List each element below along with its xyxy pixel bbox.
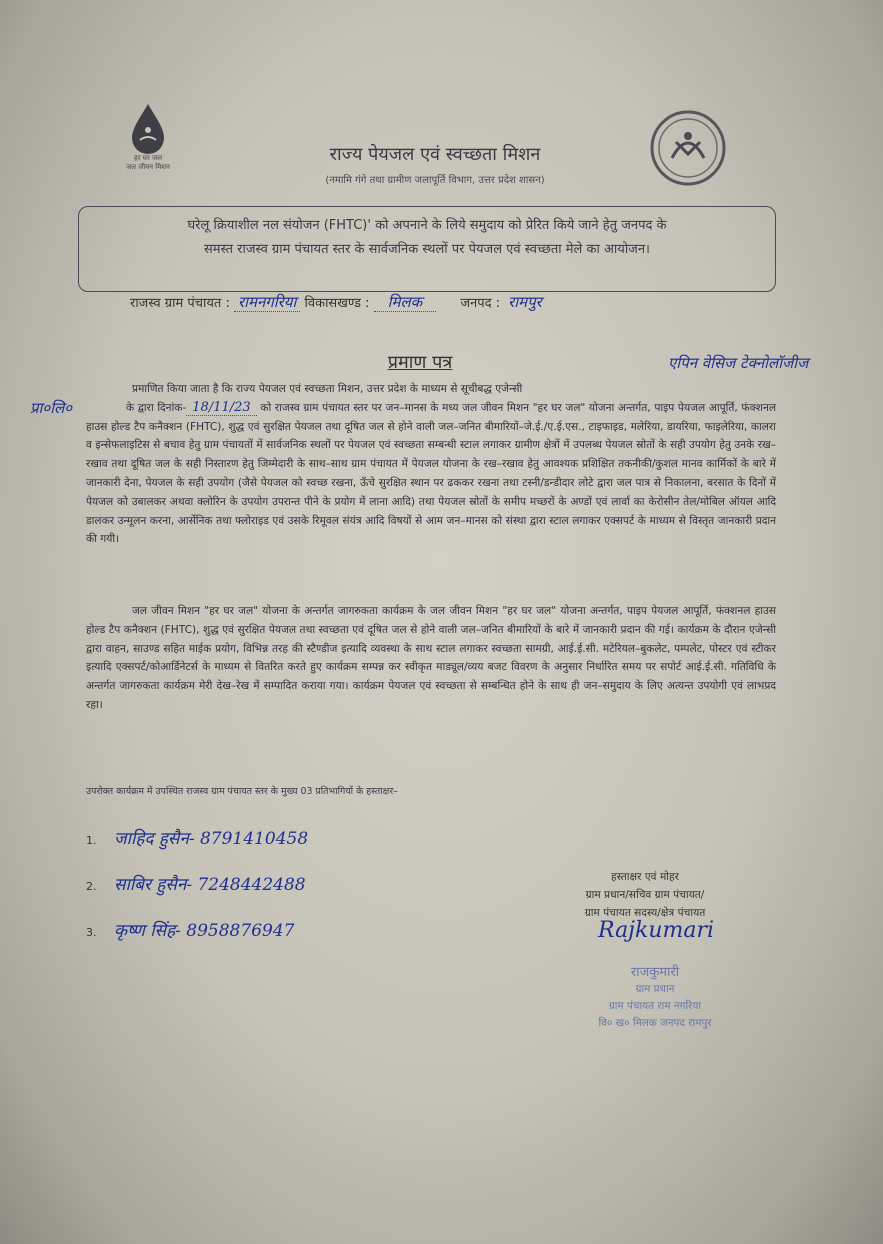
signatory-line-1: हस्ताक्षर एवं मोहर bbox=[611, 871, 679, 883]
signatory-line-3: ग्राम पंचायत सदस्य/क्षेत्र पंचायत bbox=[584, 907, 706, 919]
p1-part-c: को राजस्व ग्राम पंचायत स्तर पर जन–मानस के मध्य जल जीवन मिशन "हर घर जल" योजना अन्तर्गत, पाइप पेयजल आपूर्ति, फंक्शनल हाउस होल्ड टैप कनैक्शन (FHTC), शुद्ध एवं सुरक्षित पेयजल तथा दूषित जल से होने वाली जल–जनित बीमारियों–जे.ई./ए.ई.एस., टाइफाइड, मलेरिया, डायरिया, फाइलेरिया, कालरा व इन्सेफलाइटिस से बचाव हेतु ग्राम पंचायतों में सार्वजनिक स्थलों पर पेयजल एवं स्वच्छता सम्बन्धी स्टाल लगाकर ग्रामीण क्षेत्रों में उपलब्ध पेयजल स्रोतों के सही उपयोग हेतु उनके रख–रखाव तथा दूषित जल के सही निस्तारण हेतु जिम्मेदारी के साथ–साथ ग्राम पंचायत में पेयजल योजना के रख–रखाव हेतु आवश्यक प्रशिक्षित तकनीकी/कुशल मानव कार्मिकों के बारे में जानकारी देना, पेयजल के सही उपयोग (जैसे पेयजल को स्वच्छ रखना, ऊँचे सुरक्षित स्थान पर ढककर रखना तथा टस्नी/डन्डीदार लोटे द्वारा जल पात्र से निकालना, बरसात के दिनों में पेयजल को उबालकर अथवा क्लोरिन के उपयोग उपरान्त पीने के प्रयोग में लाना आदि) तथा पेयजल स्रोतों के समीप मच्छरों के अण्डों एवं लार्वा का केरोसीन तेल/मोबिल ऑयल आदि डालकर उन्मूलन करना, आर्सेनिक तथा फ्लोराइड एवं उसके रिमूवल संयंत्र आदि विषयों से आम जन–मानस को संस्था द्वारा स्टाल लगाकर एक्सपर्ट के माध्यम से विस्तृत जानकारी प्रदान की गयी। bbox=[86, 401, 777, 546]
stamp-designation: ग्राम प्रधान bbox=[635, 983, 675, 995]
district-value: रामपुर bbox=[508, 293, 542, 311]
certificate-title: प्रमाण पत्र bbox=[387, 352, 453, 373]
left-margin-handwritten: प्रा०लि० bbox=[30, 399, 73, 417]
banner-line-2: समस्त राजस्व ग्राम पंचायत स्तर के सार्वजनिक स्थलों पर पेयजल एवं स्वच्छता मेले का आयोजन। bbox=[204, 242, 650, 257]
block-value: मिलक bbox=[374, 293, 437, 312]
district-label: जनपद : bbox=[460, 296, 500, 311]
participant-number: 3. bbox=[86, 926, 97, 939]
agency-name-handwritten: एपिन वेसिज टेक्नोलॉजीज bbox=[668, 354, 809, 372]
stamp-block-district: वि० ख० मिलक जनपद रामपुर bbox=[598, 1017, 712, 1029]
participant-number: 1. bbox=[86, 834, 97, 847]
participants-intro: उपरोक्त कार्यक्रम में उपस्थित राजस्व ग्राम पंचायत स्तर के मुख्य 03 प्रतिभागियों के हस्ताक्षर– bbox=[86, 786, 398, 797]
signatory-line-2: ग्राम प्रधान/सचिव ग्राम पंचायत/ bbox=[585, 889, 705, 901]
participant-signature: कृष्ण सिंह- 8958876947 bbox=[114, 921, 295, 941]
certificate-paragraph-1 bbox=[86, 380, 776, 549]
pradhan-signature: Rajkumari bbox=[598, 918, 715, 943]
participant-row-1 bbox=[86, 826, 308, 849]
up-government-emblem bbox=[642, 108, 734, 188]
page-subtitle: (नमामि गंगे तथा ग्रामीण जलापूर्ति विभाग, उत्तर प्रदेश शासन) bbox=[325, 175, 545, 186]
pradhan-stamp bbox=[560, 964, 750, 1032]
logo-text: हर घर जल bbox=[134, 154, 162, 162]
banner-line-1: घरेलू क्रियाशील नल संयोजन (FHTC)' को अपनाने के लिये समुदाय को प्रेरित किये जाने हेतु जनपद के bbox=[187, 218, 667, 233]
participant-row-3 bbox=[86, 918, 294, 941]
participant-number: 2. bbox=[86, 880, 97, 893]
panchayat-value: रामनगरिया bbox=[234, 293, 300, 312]
stamp-panchayat: ग्राम पंचायत राम नगरिया bbox=[608, 1000, 702, 1012]
page-title: राज्य पेयजल एवं स्वच्छता मिशन bbox=[329, 144, 541, 165]
event-banner-text bbox=[96, 214, 758, 262]
participant-signature: साबिर हुसैन- 7248442488 bbox=[114, 875, 306, 895]
event-date-handwritten: 18/11/23 bbox=[186, 400, 256, 416]
panchayat-label: राजस्व ग्राम पंचायत : bbox=[130, 296, 230, 311]
jal-jeevan-mission-logo bbox=[118, 100, 178, 180]
participant-signature: जाहिद हुसैन- 8791410458 bbox=[114, 829, 309, 849]
location-fields bbox=[130, 292, 750, 312]
certificate-paragraph-2: जल जीवन मिशन "हर घर जल" योजना के अन्तर्गत जागरुकता कार्यक्रम के जल जीवन मिशन "हर घर जल" योजना अन्तर्गत, पाइप पेयजल आपूर्ति, फंक्शनल हाउस होल्ड टैप कनैक्शन (FHTC), शुद्ध एवं सुरक्षित पेयजल तथा स्वच्छता एवं दूषित जल से होने वाली जल–जनित बीमारियों के बारे में जानकारी प्रदान की गई। कार्यक्रम के दौरान एजेन्सी द्वारा वाहन, साउण्ड सहित माईक प्रयोग, विभिन्न तरह की स्टैण्डीज इत्यादि व्यवस्था के साथ स्टाल लगाकर स्वच्छता सामग्री, आई.ई.सी. मटेरियल–बुकलेट, पम्पलेट, पोस्टर एवं स्टीकर इत्यादि एक्सपर्ट/कोआर्डिनेटर्स के माध्यम से वितरित करते हुए कार्यक्रम सम्पन्न कर स्वीकृत माड्यूल/व्यय बजट विवरण के अनुसार निर्धारित समय पर सपोर्ट आई.ई.सी. गतिविधि के अन्तर्गत जागरुकता कार्यक्रम मेरी देख–रेख में सम्पादित कराया गया। कार्यक्रम पेयजल एवं स्वच्छता से सम्बन्धित होने के साथ ही जन–समुदाय के लिए अत्यन्त उपयोगी एवं लाभप्रद रहा। bbox=[86, 605, 776, 711]
stamp-name: राजकुमारी bbox=[630, 965, 680, 980]
block-label: विकासखण्ड : bbox=[304, 296, 370, 311]
participant-row-2 bbox=[86, 872, 306, 895]
logo-subtext: जल जीवन मिशन bbox=[126, 163, 170, 171]
signatory-block bbox=[540, 868, 750, 922]
p1-part-a: प्रमाणित किया जाता है कि राज्य पेयजल एवं स्वच्छता मिशन, उत्तर प्रदेश के माध्यम से सूचीबद्ध एजेन्सी bbox=[132, 383, 523, 395]
emblem-icon bbox=[642, 108, 734, 188]
p1-part-b: के द्वारा दिनांक- bbox=[126, 401, 187, 414]
